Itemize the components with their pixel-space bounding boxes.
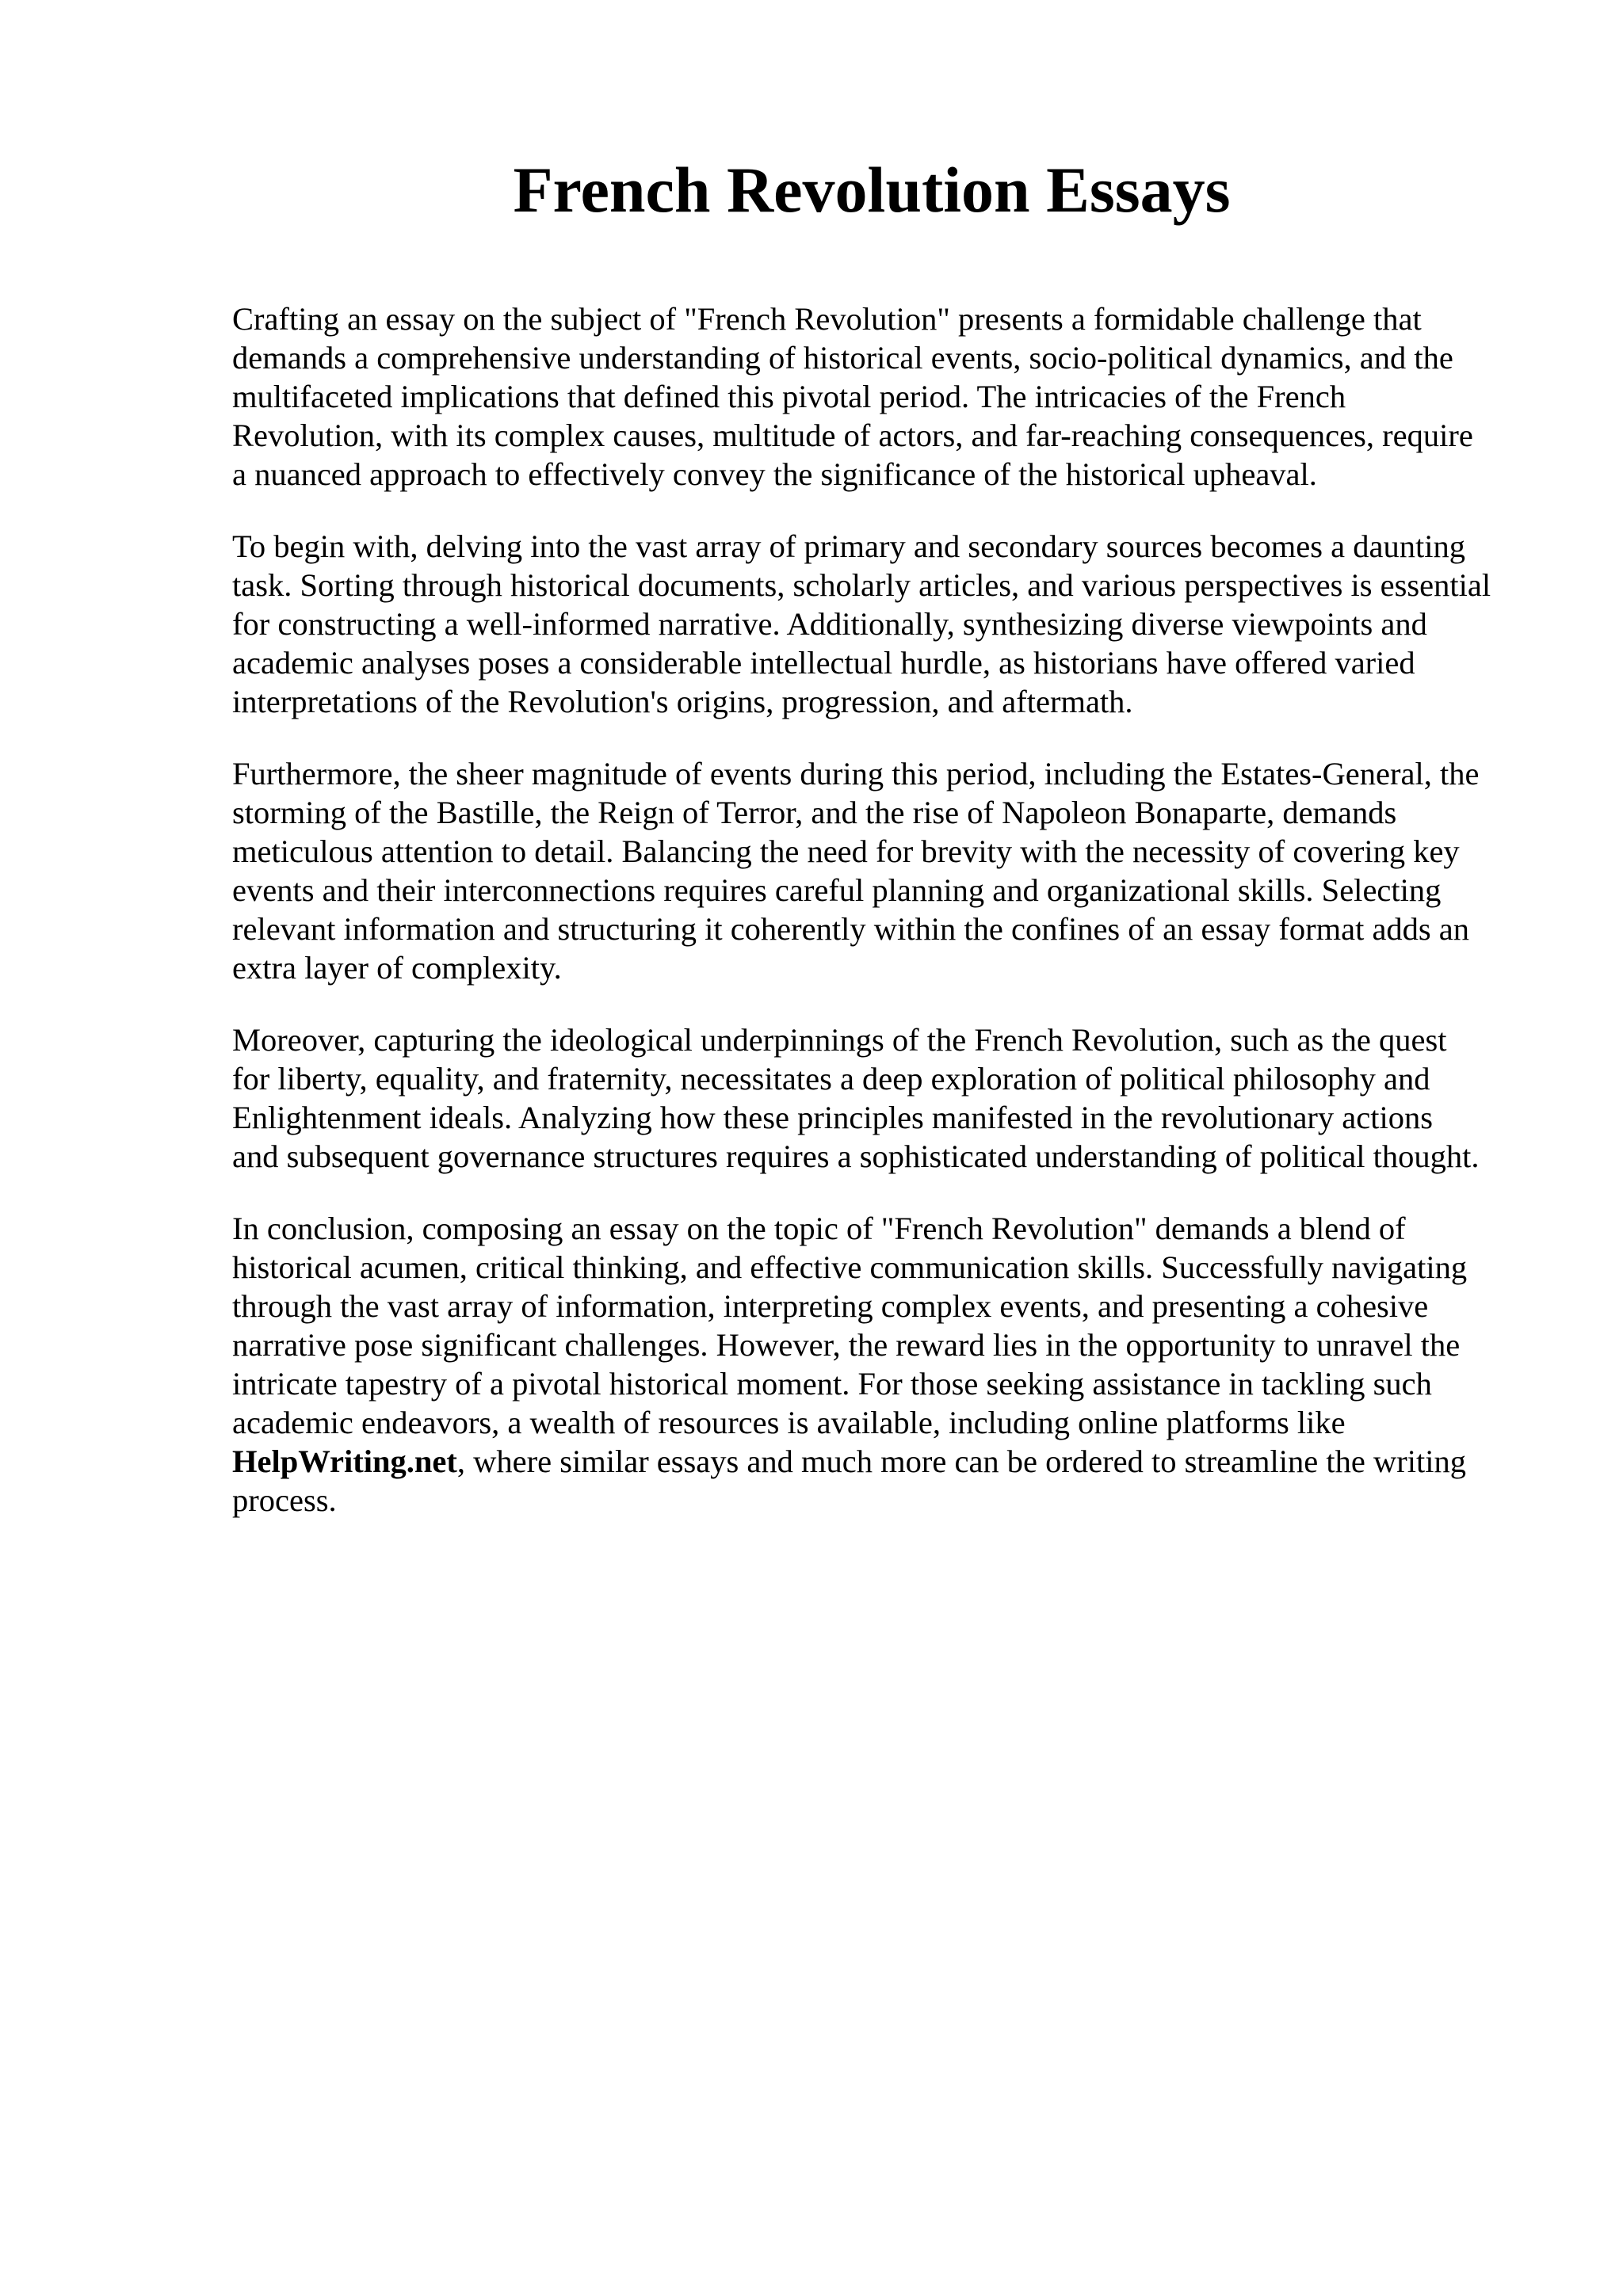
text-line: Furthermore, the sheer magnitude of events during this period, including the Estates-General, the xyxy=(232,756,1480,791)
text-line: Moreover, capturing the ideological underpinnings of the French Revolution, such as the quest xyxy=(232,1022,1447,1058)
text-line: In conclusion, composing an essay on the topic of "French Revolution" demands a blend of xyxy=(232,1211,1406,1246)
text-line: academic analyses poses a considerable intellectual hurdle, as historians have offered varied xyxy=(232,645,1415,681)
text-line: To begin with, delving into the vast array of primary and secondary sources becomes a daunting xyxy=(232,528,1465,564)
paragraph-conclusion xyxy=(232,1209,1532,1520)
paragraph-2 xyxy=(232,527,1532,721)
text-line: academic endeavors, a wealth of resources is available, including online platforms like xyxy=(232,1405,1346,1440)
text-line: for liberty, equality, and fraternity, necessitates a deep exploration of political philosophy and xyxy=(232,1061,1430,1097)
text-line: storming of the Bastille, the Reign of Terror, and the rise of Napoleon Bonaparte, demands xyxy=(232,795,1397,830)
text-line: historical acumen, critical thinking, and effective communication skills. Successfully navigating xyxy=(232,1249,1468,1285)
text-line: events and their interconnections requires careful planning and organizational skills. Selecting xyxy=(232,872,1442,908)
text-line: for constructing a well-informed narrative. Additionally, synthesizing diverse viewpoints and xyxy=(232,606,1427,642)
text-line: narrative pose significant challenges. However, the reward lies in the opportunity to unravel the xyxy=(232,1327,1461,1363)
text-line: a nuanced approach to effectively convey the significance of the historical upheaval. xyxy=(232,456,1317,492)
text-line: demands a comprehensive understanding of historical events, socio-political dynamics, and the xyxy=(232,340,1453,376)
text-line: task. Sorting through historical documents, scholarly articles, and various perspectives is essential xyxy=(232,567,1491,603)
text-line-with-link xyxy=(232,1442,1532,1481)
text-line: Enlightenment ideals. Analyzing how these principles manifested in the revolutionary actions xyxy=(232,1100,1433,1135)
text-line: meticulous attention to detail. Balancing the need for brevity with the necessity of covering key xyxy=(232,833,1460,869)
text-line: interpretations of the Revolution's origins, progression, and aftermath. xyxy=(232,684,1133,719)
helpwriting-link[interactable]: HelpWriting.net xyxy=(232,1444,457,1479)
text-line: and subsequent governance structures requires a sophisticated understanding of political thought. xyxy=(232,1138,1480,1174)
paragraph-3 xyxy=(232,754,1532,987)
text-line: relevant information and structuring it coherently within the confines of an essay format adds an xyxy=(232,911,1470,947)
text-line: extra layer of complexity. xyxy=(232,950,562,986)
text-line: intricate tapestry of a pivotal historical moment. For those seeking assistance in tackling such xyxy=(232,1366,1432,1402)
text-line: process. xyxy=(232,1482,337,1518)
text-after-link: , where similar essays and much more can be ordered to streamline the writing xyxy=(456,1444,1466,1479)
document-body xyxy=(232,299,1532,1553)
document-title: French Revolution Essays xyxy=(513,154,1231,226)
paragraph-1 xyxy=(232,299,1532,494)
text-line: multifaceted implications that defined this pivotal period. The intricacies of the French xyxy=(232,379,1346,414)
text-line: Revolution, with its complex causes, multitude of actors, and far-reaching consequences, require xyxy=(232,418,1473,453)
text-line: Crafting an essay on the subject of "French Revolution" presents a formidable challenge that xyxy=(232,301,1422,337)
paragraph-4 xyxy=(232,1020,1532,1176)
text-line: through the vast array of information, interpreting complex events, and presenting a cohesive xyxy=(232,1288,1429,1324)
